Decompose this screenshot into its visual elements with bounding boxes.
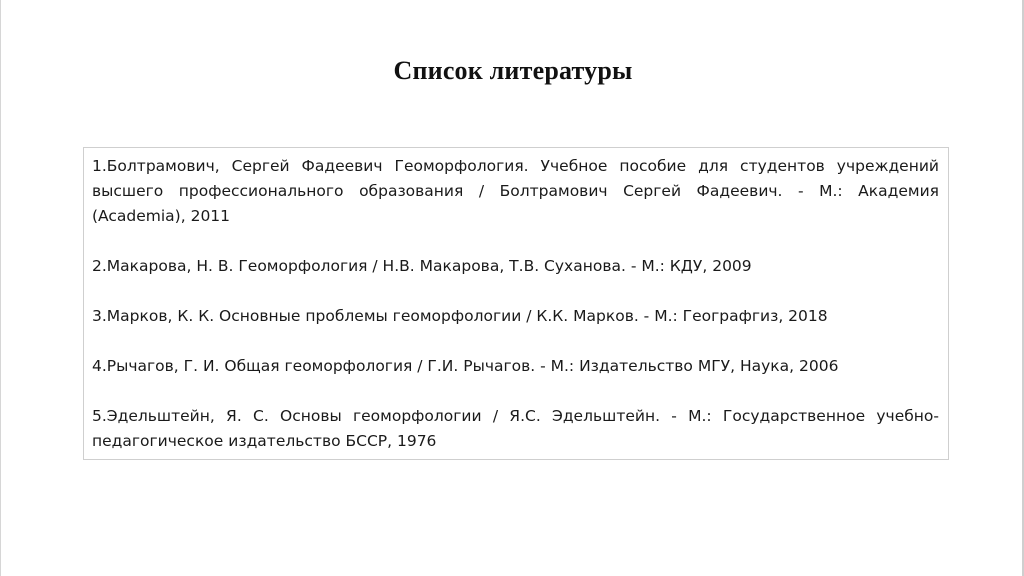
reference-item: 2.Макарова, Н. В. Геоморфология / Н.В. Макарова, Т.В. Суханова. - М.: КДУ, 2009 — [92, 257, 752, 275]
reference-item: 1.Болтрамович, Сергей Фадеевич Геоморфология. Учебное пособие для студентов учреждений высшего профессионального образования / Болтрамович Сергей Фадеевич. - М.: Академия (Academia), 2011 — [92, 157, 939, 225]
slide-title: Список литературы — [393, 56, 633, 85]
reference-item: 3.Марков, К. К. Основные проблемы геоморфологии / К.К. Марков. - М.: Географгиз, 2018 — [92, 307, 828, 325]
reference-item: 4.Рычагов, Г. И. Общая геоморфология / Г.И. Рычагов. - М.: Издательство МГУ, Наука, 2006 — [92, 357, 839, 375]
references-box — [83, 147, 949, 460]
reference-item: 5.Эдельштейн, Я. С. Основы геоморфологии / Я.С. Эдельштейн. - М.: Государственное учебно-педагогическое издательство БССР, 1976 — [92, 407, 939, 450]
